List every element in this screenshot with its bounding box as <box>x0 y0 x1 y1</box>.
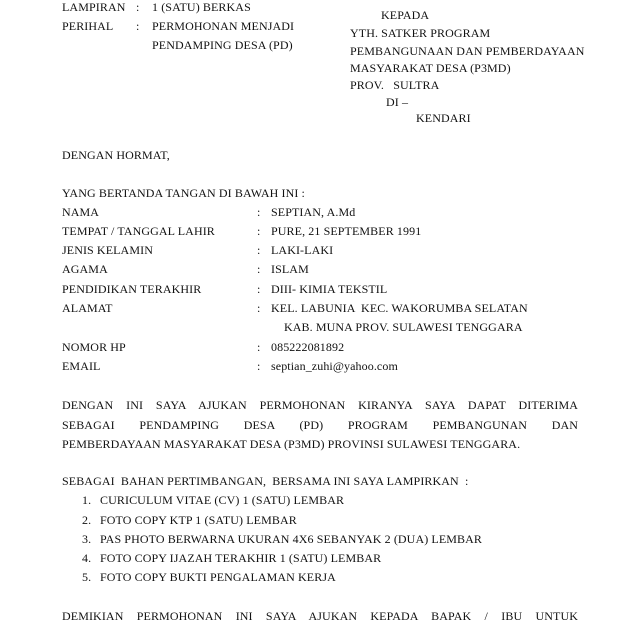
recipient-line-3: PEMBANGUNAAN DAN PEMBERDAYAAN <box>350 44 585 58</box>
recipient-line-4: MASYARAKAT DESA (P3MD) <box>350 61 511 75</box>
identity-label: AGAMA <box>62 262 108 276</box>
identity-value: 085222081892 <box>271 340 345 354</box>
identity-colon: : <box>257 301 261 315</box>
identity-value: LAKI-LAKI <box>271 243 334 257</box>
recipient-line-7: KENDARI <box>416 111 471 125</box>
identity-row-nama <box>62 205 582 223</box>
identity-value: ISLAM <box>271 262 309 276</box>
identity-value: septian_zuhi@yahoo.com <box>271 359 398 373</box>
body-paragraph-line-1: DENGAN INI SAYA AJUKAN PERMOHONAN KIRANYA SAYA DAPAT DITERIMA <box>62 398 578 412</box>
identity-colon: : <box>257 340 261 354</box>
attachment-item <box>82 570 336 585</box>
attachment-number: 5. <box>82 570 92 584</box>
recipient-line-2: YTH. SATKER PROGRAM <box>350 26 491 40</box>
identity-label: NAMA <box>62 205 100 219</box>
identity-row-alamat <box>62 301 582 319</box>
perihal-value-line2: PENDAMPING DESA (PD) <box>152 38 293 52</box>
attachment-number: 1. <box>82 493 92 507</box>
body-paragraph-line-2: SEBAGAI PENDAMPING DESA (PD) PROGRAM PEMBANGUNAN DAN <box>62 418 578 432</box>
identity-value: PURE, 21 SEPTEMBER 1991 <box>271 224 422 238</box>
identity-value: KEL. LABUNIA KEC. WAKORUMBA SELATAN <box>271 301 528 315</box>
lampiran-value: 1 (SATU) BERKAS <box>152 0 251 14</box>
greeting: DENGAN HORMAT, <box>62 148 170 162</box>
identity-row-ttl <box>62 224 582 242</box>
attachment-item <box>82 513 297 528</box>
identity-label: ALAMAT <box>62 301 113 315</box>
identity-row-agama <box>62 262 582 280</box>
attachment-number: 4. <box>82 551 92 565</box>
perihal-value-line1: PERMOHONAN MENJADI <box>152 19 295 33</box>
attachment-item <box>82 493 344 508</box>
identity-label: TEMPAT / TANGGAL LAHIR <box>62 224 215 238</box>
attachment-text: FOTO COPY KTP 1 (SATU) LEMBAR <box>100 513 297 527</box>
identity-value-continuation: KAB. MUNA PROV. SULAWESI TENGGARA <box>284 320 523 334</box>
identity-value: SEPTIAN, A.Md <box>271 205 356 219</box>
attachment-text: CURICULUM VITAE (CV) 1 (SATU) LEMBAR <box>100 493 345 507</box>
identity-row-email <box>62 359 582 377</box>
closing-line: DEMIKIAN PERMOHONAN INI SAYA AJUKAN KEPADA BAPAK / IBU UNTUK <box>62 609 578 623</box>
identity-colon: : <box>257 262 261 276</box>
lampiran-colon: : <box>136 0 140 14</box>
attachment-text: PAS PHOTO BERWARNA UKURAN 4X6 SEBANYAK 2 (DUA) LEMBAR <box>100 532 483 546</box>
attachment-number: 2. <box>82 513 92 527</box>
lampiran-label: LAMPIRAN <box>62 0 126 14</box>
identity-row-alamat-cont <box>62 320 582 338</box>
perihal-label: PERIHAL <box>62 19 114 33</box>
attachment-item <box>82 532 482 547</box>
attachment-text: FOTO COPY IJAZAH TERAKHIR 1 (SATU) LEMBAR <box>100 551 382 565</box>
identity-label: NOMOR HP <box>62 340 126 354</box>
identity-row-nomor-hp <box>62 340 582 358</box>
identity-value: DIII- KIMIA TEKSTIL <box>271 282 388 296</box>
attachment-text: FOTO COPY BUKTI PENGALAMAN KERJA <box>100 570 336 584</box>
recipient-line-6: DI – <box>386 95 409 109</box>
attachments-intro: SEBAGAI BAHAN PERTIMBANGAN, BERSAMA INI SAYA LAMPIRKAN : <box>62 474 469 488</box>
identity-colon: : <box>257 224 261 238</box>
identity-label: JENIS KELAMIN <box>62 243 153 257</box>
identity-label: PENDIDIKAN TERAKHIR <box>62 282 202 296</box>
perihal-colon: : <box>136 19 140 33</box>
identity-label: EMAIL <box>62 359 101 373</box>
attachment-number: 3. <box>82 532 92 546</box>
identity-colon: : <box>257 282 261 296</box>
recipient-line-5: PROV. SULTRA <box>350 78 440 92</box>
identity-row-pendidikan <box>62 282 582 300</box>
identity-colon: : <box>257 359 261 373</box>
intro-statement: YANG BERTANDA TANGAN DI BAWAH INI : <box>62 186 305 200</box>
recipient-line-1: KEPADA <box>381 8 430 22</box>
identity-row-jenis-kelamin <box>62 243 582 261</box>
attachment-item <box>82 551 381 566</box>
body-paragraph-line-3: PEMBERDAYAAN MASYARAKAT DESA (P3MD) PROVINSI SULAWESI TENGGARA. <box>62 437 521 451</box>
identity-colon: : <box>257 243 261 257</box>
identity-colon: : <box>257 205 261 219</box>
